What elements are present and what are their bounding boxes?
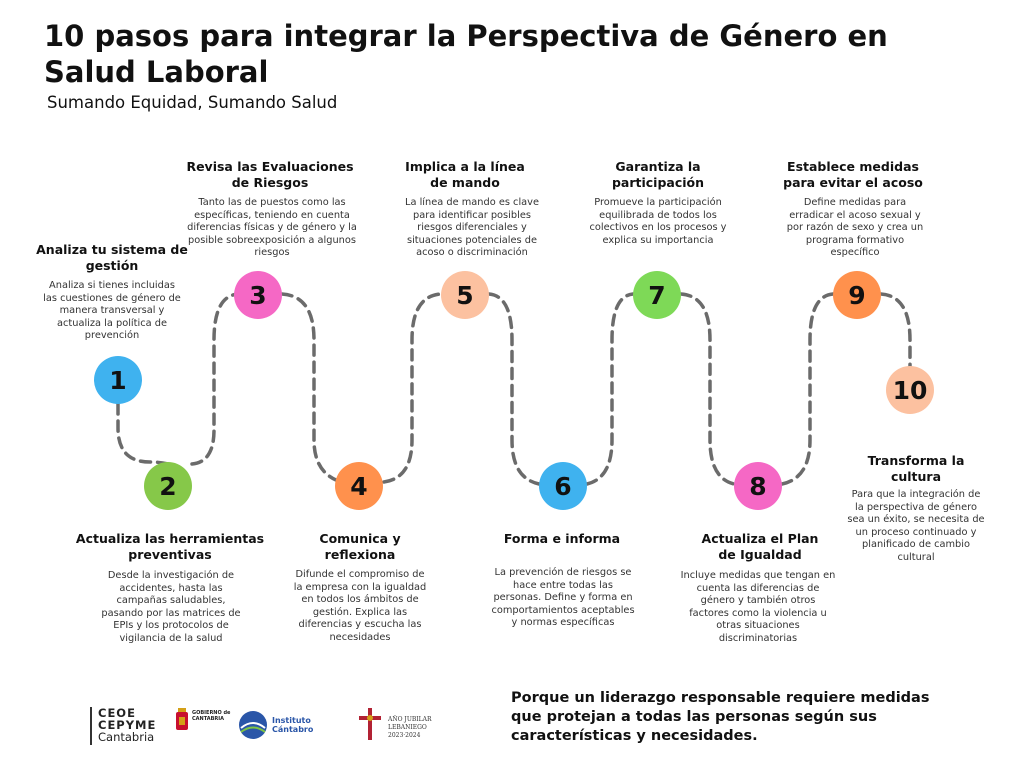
step-4-description: Difunde el compromiso de la empresa con la igualdad en todos los ámbitos de gestión. Explica las diferencias y escucha las necesidades xyxy=(293,569,427,643)
step-10-description: Para que la integración de la perspectiva de género sea un éxito, se necesita de un proceso continuado y planificado de cambio cultural xyxy=(847,489,985,563)
step-2-description: Desde la investigación de accidentes, hasta las campañas saludables, pasando por las matrices de EPIs y los protocolos de vigilancia de la salud xyxy=(101,570,241,644)
ceoe-logo-line-3: Cantabria xyxy=(98,730,155,744)
step-5-circle xyxy=(441,271,489,319)
instituto-cantabro-logo xyxy=(238,708,338,742)
step-7-number: 7 xyxy=(648,280,666,310)
step-7-circle xyxy=(633,271,681,319)
step-4-number: 4 xyxy=(350,471,368,501)
step-2-title: Actualiza las herramientas preventivas xyxy=(75,531,265,562)
step-4-circle xyxy=(335,462,383,510)
page-title: 10 pasos para integrar la Perspectiva de Género en Salud Laboral xyxy=(44,19,888,89)
step-5-title: Implica a la línea de mando xyxy=(405,159,525,190)
step-5-description: La línea de mando es clave para identificar posibles riesgos diferenciales y situaciones potenciales de acoso o discriminación xyxy=(405,197,539,259)
step-10-title: Transforma la cultura xyxy=(867,453,965,484)
step-8-number: 8 xyxy=(749,471,767,501)
step-1-circle xyxy=(94,356,142,404)
ceoe-cepyme-logo xyxy=(90,707,170,745)
coat-of-arms-icon xyxy=(174,708,190,736)
ano-jubilar-logo xyxy=(354,704,444,744)
step-1-number: 1 xyxy=(109,365,127,395)
step-7-description: Promueve la participación equilibrada de todos los colectivos en los procesos y explica su importancia xyxy=(589,197,727,246)
cross-icon xyxy=(356,706,384,742)
step-5-number: 5 xyxy=(456,280,474,310)
step-6-description: La prevención de riesgos se hace entre todas las personas. Define y forma en comportamientos aceptables y normas específicas xyxy=(491,567,635,629)
gobierno-cantabria-logo xyxy=(174,704,234,744)
instituto-emblem-icon xyxy=(238,710,268,740)
ceoe-logo-line-1: CEOE xyxy=(98,706,136,720)
step-9-title: Establece medidas para evitar el acoso xyxy=(783,159,923,190)
step-4-title: Comunica y reflexiona xyxy=(319,531,401,562)
step-8-description: Incluye medidas que tengan en cuenta las diferencias de género y también otros factores como la violencia u otras situaciones discriminatorias xyxy=(680,570,836,644)
step-6-title: Forma e informa xyxy=(503,531,621,546)
step-3-description: Tanto las de puestos como las específicas, teniendo en cuenta diferencias físicas y de género y la posible sobreexposición a algunos riesgos xyxy=(187,197,357,259)
gobierno-logo-text: GOBIERNO de CANTABRIA xyxy=(192,710,231,722)
step-7-title: Garantiza la participación xyxy=(611,159,705,190)
jubilar-logo-text: AÑO JUBILAR LEBANIEGO 2023·2024 xyxy=(388,716,432,739)
step-9-description: Define medidas para erradicar el acoso sexual y por razón de sexo y crea un programa formativo específico xyxy=(786,197,924,259)
ceoe-logo-line-2: CEPYME xyxy=(98,718,157,732)
step-2-circle xyxy=(144,462,192,510)
step-3-circle xyxy=(234,271,282,319)
step-6-number: 6 xyxy=(554,471,572,501)
step-8-title: Actualiza el Plan de Igualdad xyxy=(701,531,819,562)
step-6-circle xyxy=(539,462,587,510)
step-10-circle xyxy=(886,366,934,414)
step-1-title: Analiza tu sistema de gestión xyxy=(36,242,188,273)
step-10-number: 10 xyxy=(892,375,928,405)
step-3-number: 3 xyxy=(249,280,267,310)
step-9-number: 9 xyxy=(848,280,866,310)
page-subtitle: Sumando Equidad, Sumando Salud xyxy=(47,93,338,112)
footer-statement: Porque un liderazgo responsable requiere medidas que protejan a todas las personas según sus características y necesidades. xyxy=(511,690,930,744)
step-1-description: Analiza si tienes incluidas las cuestiones de género de manera transversal y actualiza la política de prevención xyxy=(43,280,181,342)
step-2-number: 2 xyxy=(159,471,177,501)
step-9-circle xyxy=(833,271,881,319)
step-8-circle xyxy=(734,462,782,510)
step-3-title: Revisa las Evaluaciones de Riesgos xyxy=(186,159,354,190)
instituto-logo-text: Instituto Cántabro xyxy=(272,716,314,734)
